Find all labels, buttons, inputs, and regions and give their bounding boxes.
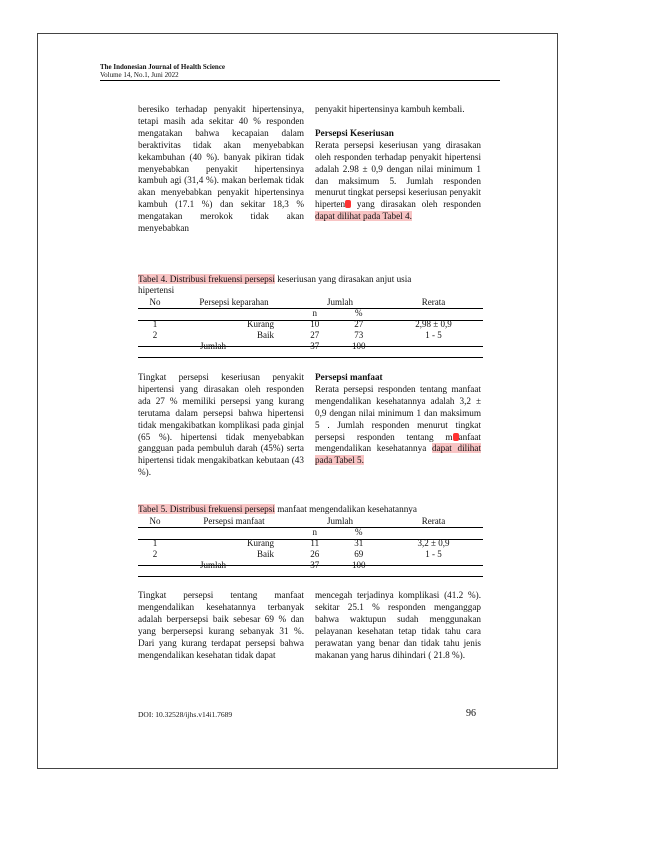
paragraph-keseriusan	[315, 140, 481, 223]
cell: Jumlah	[200, 560, 226, 570]
caption-text: manfaat mengendalikan kesehatannya	[274, 504, 417, 514]
caption-highlight: Tabel 5. Distribusi frekuensi persepsi	[138, 504, 275, 514]
subheader-cell: n	[312, 527, 317, 537]
cell: Baik	[257, 549, 274, 559]
text: yang dirasakan oleh responden	[351, 199, 481, 210]
cell: 69	[354, 549, 364, 559]
journal-title: The Indonesian Journal of Health Science	[100, 63, 226, 71]
table4-caption	[138, 274, 483, 296]
caption-highlight: Tabel 4. Distribusi frekuensi persepsi	[138, 274, 275, 284]
header-cell: Jumlah	[327, 297, 353, 307]
table-total-row	[138, 341, 483, 352]
table-header-row	[138, 516, 483, 527]
cell: Baik	[257, 330, 274, 340]
text: Rerata persepsi keseriusan yang dirasakan oleh responden terhadap penyakit hipertensi adalah 2.98 ± 0,9 dengan nilai minimum 1 dan maksimum 5. Jumlah responden menurut tingkat persepsi keseriusan penyakit hiperten	[315, 139, 481, 210]
header-cell: Persepsi keparahan	[199, 297, 269, 307]
cell: 10	[310, 319, 320, 329]
subheader-cell: n	[312, 308, 317, 318]
table5-caption	[138, 504, 483, 515]
paragraph: mencegah terjadinya komplikasi (41.2 %). sekitar 25.1 % responden menganggap bahwa waktupun sudah menggunakan pelayanan kesehatan tetap tidak tahu cara perawatan yang benar dan tidak tahu jenis makanan yang harus dihindari ( 21.8 %).	[315, 590, 481, 660]
paragraph: beresiko terhadap penyakit hipertensinya, tetapi masih ada sekitar 40 % responden mengatakan bahwa kecapaian dalam beraktivitas tidak akan menyebabkan kekambuhan (40 %). banyak pikiran tidak menyebabkan penyakit hipertensinya kambuh agi (31,4 %). makan berlemak tidak akan menyebabkan penyakit hipertensinya kambuh (17.1 %) dan sekitar 18,3 % mengatakan merokok tidak akan menyebabkan	[138, 104, 304, 234]
table-header-row	[138, 297, 483, 308]
table-rule	[138, 576, 483, 577]
cell: 31	[354, 538, 364, 548]
cell: 3,2 ± 0,9	[417, 538, 450, 548]
table-rule	[138, 357, 483, 358]
journal-volume: Volume 14, No.1, Juni 2022	[100, 71, 179, 79]
table-subheader-row	[138, 527, 483, 538]
cell: 37	[310, 341, 320, 351]
cell: 2,98 ± 0,9	[415, 319, 452, 329]
cell: 11	[310, 538, 320, 548]
cell: Jumlah	[200, 341, 226, 351]
subheader-cell: %	[355, 308, 363, 318]
cell: 73	[354, 330, 364, 340]
table4	[138, 297, 483, 352]
text: anfaat mengendalikan kesehatannya	[315, 431, 481, 454]
header-cell: Jumlah	[327, 516, 353, 526]
header-rule	[100, 80, 500, 81]
table-row	[138, 319, 483, 330]
cell: 26	[310, 549, 320, 559]
left-column-1	[138, 104, 304, 235]
header-cell: Persepsi manfaat	[203, 516, 265, 526]
header-cell: Rerata	[421, 297, 446, 307]
subheader-cell: %	[355, 527, 363, 537]
cell: 2	[152, 330, 158, 340]
right-column-3	[315, 590, 481, 661]
caption-text-line2: hipertensi	[138, 285, 175, 295]
paragraph: Tingkat persepsi keseriusan penyakit hipertensi yang dirasakan oleh responden ada 27 % memiliki persepsi yang kurang terutama dalam persepsi bahwa hipertensi tidak mengakibatkan komplikasi pada ginjal (65 %). hipertensi tidak menyebabkan gangguan pada pembuluh darah (45%) serta hipertensi tidak mengakibatkan kebutaan (43 %).	[138, 372, 304, 478]
cell: Kurang	[247, 319, 274, 329]
page-number: 96	[466, 708, 476, 719]
table-total-row	[138, 560, 483, 571]
header-cell: Rerata	[421, 516, 446, 526]
section-heading-keseriusan: Persepsi Keseriusan	[315, 127, 394, 138]
highlighted-text: dapat dilihat pada Tabel 5.	[315, 443, 481, 466]
left-column-2	[138, 372, 304, 479]
highlighted-text: dapat dilihat pada Tabel 4.	[315, 211, 412, 222]
right-column-2	[315, 372, 481, 467]
cell: 2	[152, 549, 158, 559]
table-row	[138, 538, 483, 549]
paragraph-manfaat	[315, 384, 481, 467]
text: Rerata persepsi responden tentang manfaat mengendalikan kesehatannya adalah 3,2 ± 0,9 dengan nilai minimum 1 dan maksimum 5 . Jumlah responden menurut tingkat persepsi responden tentang m	[315, 383, 481, 442]
table5	[138, 516, 483, 571]
cell: 100	[352, 560, 366, 570]
cell: 1	[152, 319, 158, 329]
right-column-1	[315, 104, 481, 223]
cell: 1 - 5	[425, 330, 442, 340]
journal-header	[100, 63, 225, 79]
header-cell: No	[149, 297, 161, 307]
paragraph-intro: penyakit hipertensinya kambuh kembali.	[315, 104, 465, 114]
cell: 100	[352, 341, 366, 351]
cell: 1	[152, 538, 158, 548]
caption-text: keseriusan yang dirasakan anjut usia	[274, 274, 412, 284]
cell: Kurang	[247, 538, 274, 548]
table-row	[138, 330, 483, 341]
left-column-3	[138, 590, 304, 661]
cell: 37	[310, 560, 320, 570]
table-subheader-row	[138, 308, 483, 319]
section-heading-manfaat: Persepsi manfaat	[315, 372, 383, 382]
table-row	[138, 549, 483, 560]
cell: 27	[310, 330, 320, 340]
doi-footer: DOI: 10.32528/ijhs.v14i1.7689	[138, 710, 233, 719]
header-cell: No	[149, 516, 161, 526]
paragraph: Tingkat persepsi tentang manfaat mengendalikan kesehatannya terbanyak adalah berpersepsi baik sebesar 69 % dan yang berpersepsi kurang sebanyak 31 %. Dari yang kurang terdapat persepsi bahwa mengendalikan kesehatan tidak dapat	[138, 590, 304, 660]
cell: 1 - 5	[425, 549, 442, 559]
cell: 27	[354, 319, 364, 329]
